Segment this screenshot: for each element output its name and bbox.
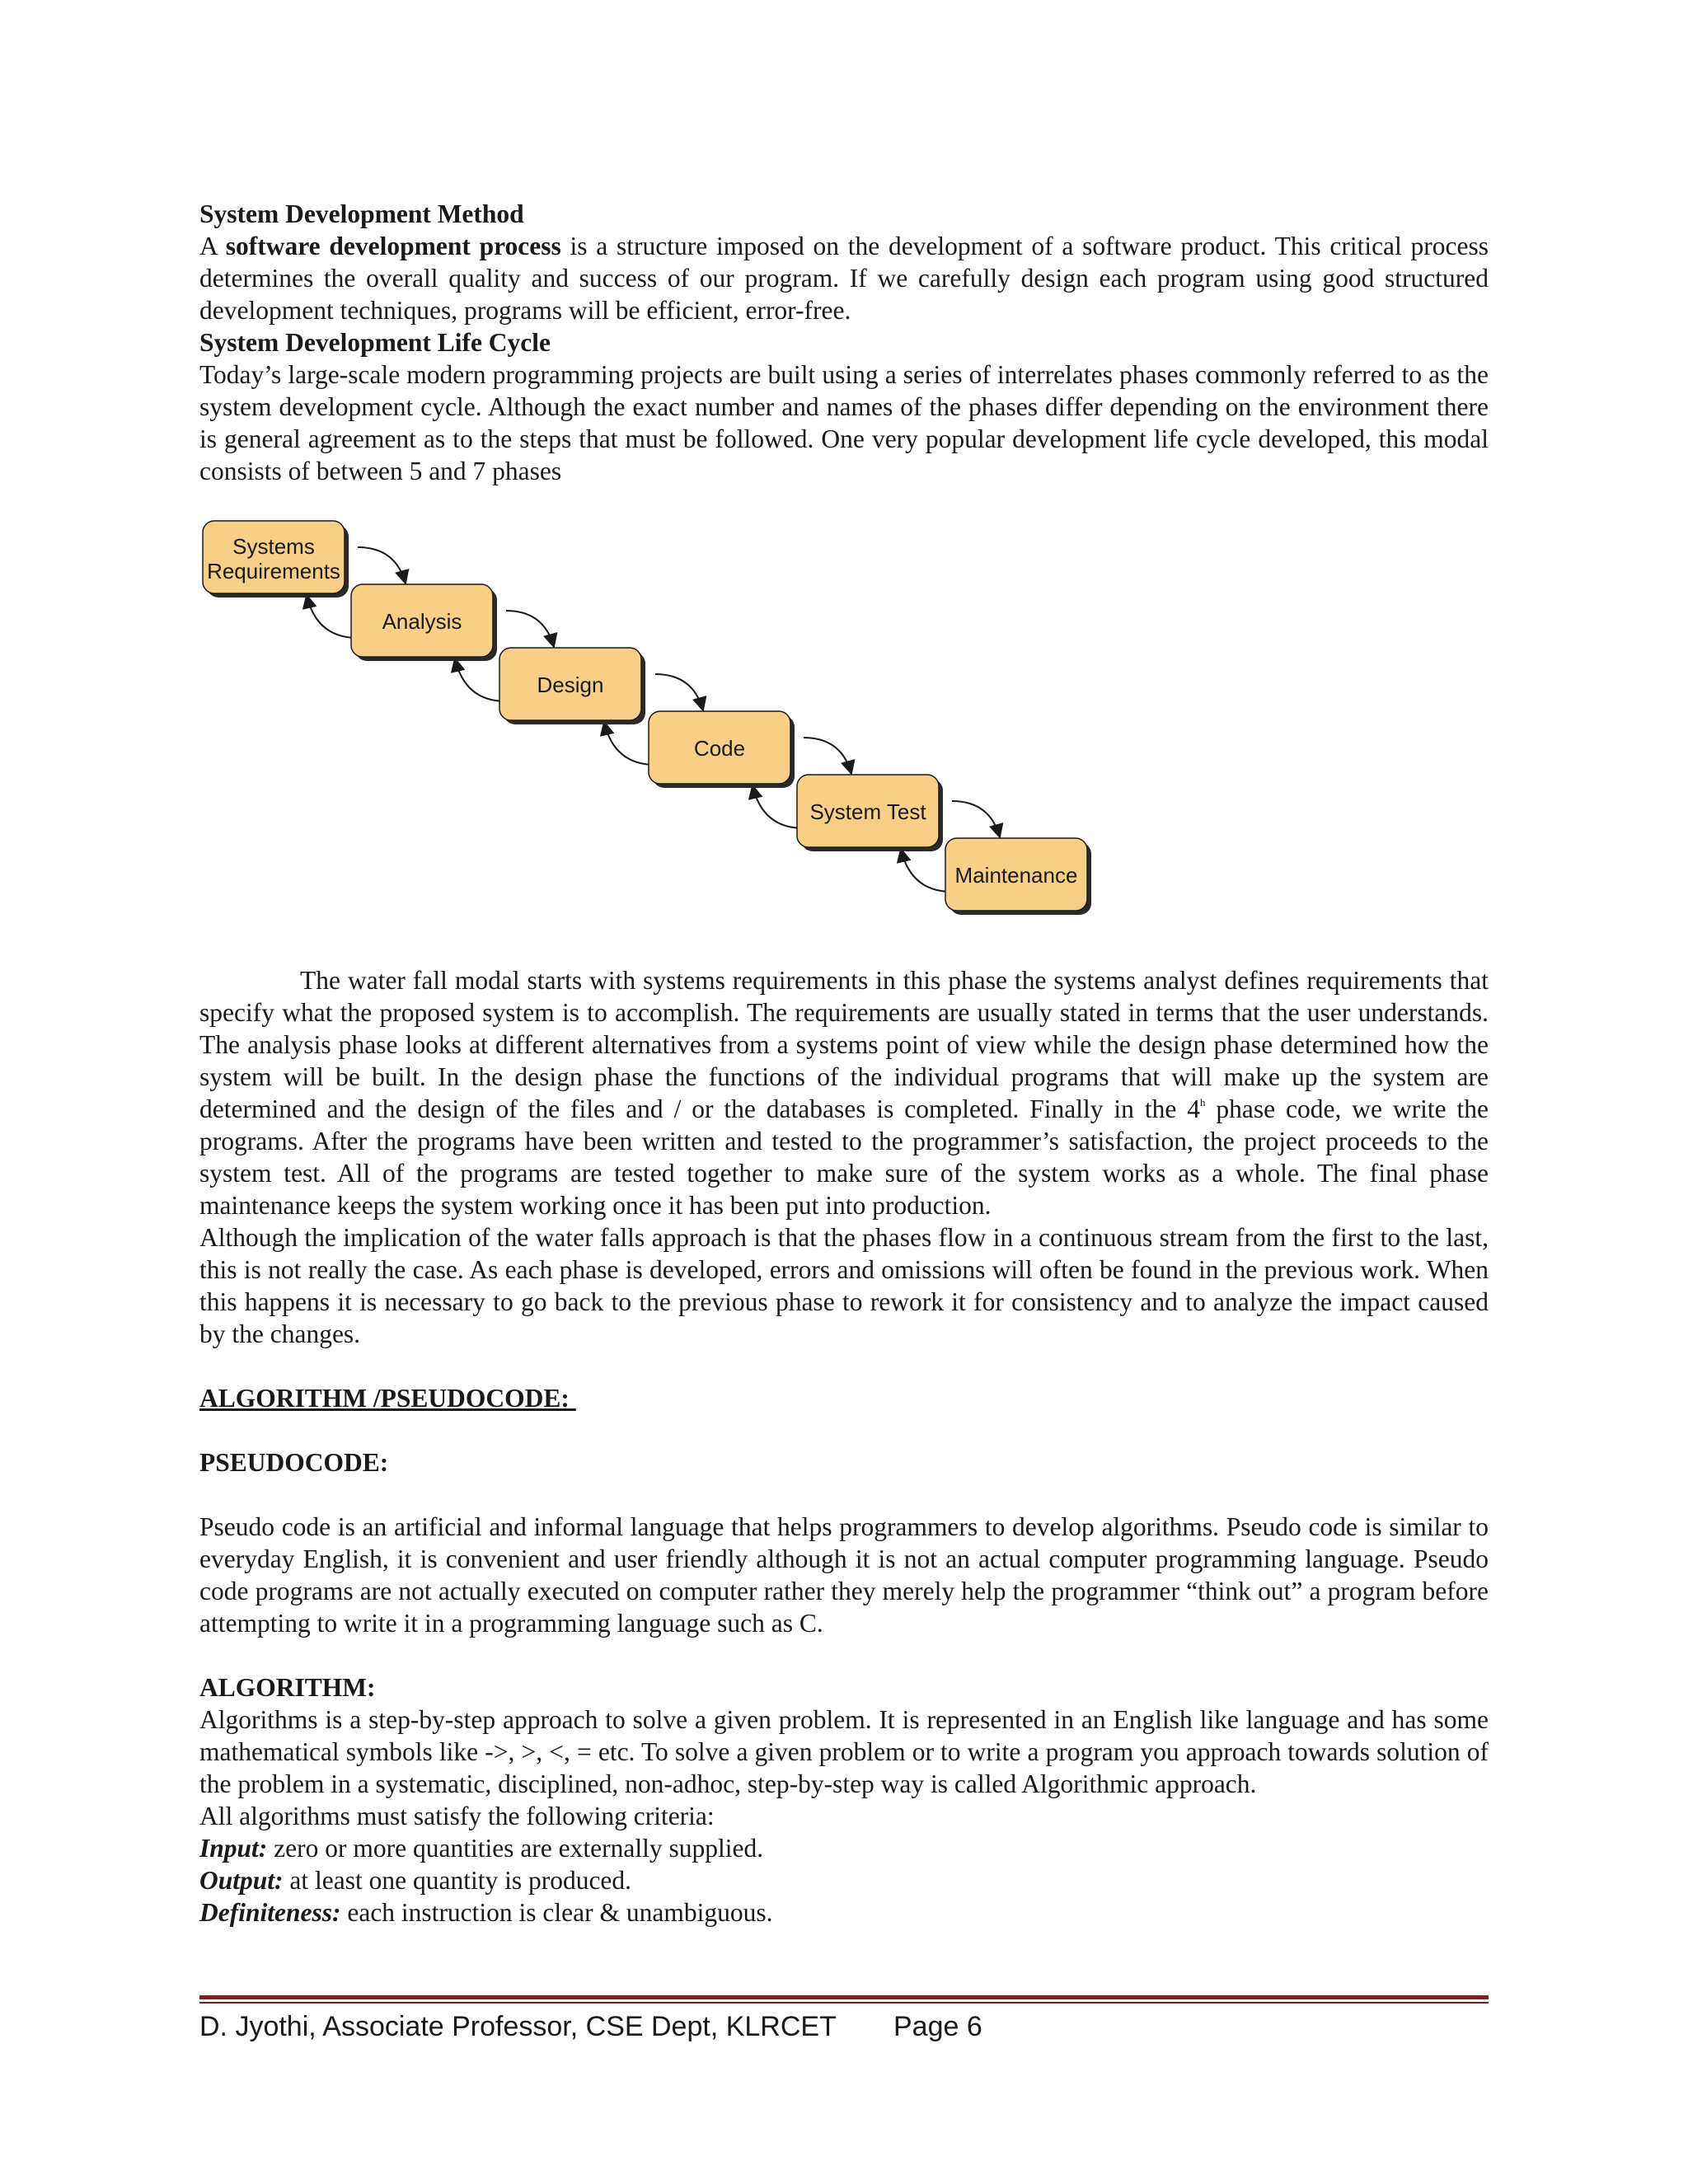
- page-content: [199, 198, 1489, 487]
- criteria-item-output: [199, 1864, 1489, 1896]
- criteria-text: each instruction is clear & unambiguous.: [340, 1898, 773, 1927]
- phase-label: Requirements: [207, 559, 340, 583]
- criteria-label: Output:: [199, 1866, 284, 1895]
- forward-arrow: [804, 738, 851, 774]
- paragraph-sdlc: Today’s large-scale modern programming projects are built using a series of interrelates phases commonly referred to as the system development cycle. Although the exact number and names of the phases differ depending on the environment there is general agreement as to the steps that must be followed. One very popular development life cycle developed, this modal consists of between 5 and 7 phases: [199, 360, 1489, 485]
- paragraph-waterfall-phases: [199, 964, 1489, 1221]
- phase-design: [499, 648, 645, 724]
- phase-label: Code: [693, 736, 746, 761]
- phase-label: Design: [537, 673, 604, 697]
- paragraph-waterfall-implication: Although the implication of the water falls approach is that the phases flow in a continuous stream from the first to the last, this is not really the case. As each phase is developed, errors and omissions will often be found in the previous work. When this happens it is necessary to go back to the previous phase to rework it for consistency and to analyze the impact caused by the changes.: [199, 1223, 1489, 1348]
- bold-term: software development process: [225, 232, 561, 260]
- paragraph-software-process: [199, 230, 1489, 326]
- criteria-text: at least one quantity is produced.: [283, 1866, 632, 1895]
- footer-rule: [199, 1995, 1489, 1999]
- phase-label: Systems: [232, 534, 315, 559]
- text-run: The water fall modal starts with systems requirements in this phase the systems analyst defines requirements that specify what the proposed system is to accomplish. The requirements are usually stated in terms that the user understands. The analysis phase looks at different alternatives from a systems point of view while the design phase determined how the system will be built. In the design phase the functions of the individual programs that will make up the system are determined and the design of the files and / or the databases is completed. Finally in the 4: [199, 966, 1489, 1123]
- forward-arrow: [358, 547, 406, 583]
- page-footer: [199, 2011, 982, 2043]
- text-run: phase code, we write the programs. After the programs have been written and tested to the programmer’s satisfaction, the project proceeds to the system test. All of the programs are tested together to make sure of the system works as a whole. The final phase maintenance keeps the system working once it has been put into production.: [199, 1094, 1489, 1220]
- text-run: A: [199, 232, 226, 260]
- backward-arrow: [753, 785, 804, 828]
- paragraph-algorithm: Algorithms is a step-by-step approach to solve a given problem. It is represented in an English like language and has some mathematical symbols like ->, >, <, = etc. To solve a given problem or to write a program you approach towards solution of the problem in a systematic, disciplined, non-adhoc, step-by-step way is called Algorithmic approach.: [199, 1705, 1489, 1798]
- backward-arrow: [604, 722, 655, 765]
- phase-label: Analysis: [382, 609, 462, 634]
- text-run: is a structure imposed on the development of a software product. This critical process determines the overall quality and success of our program. If we carefully design each program using good structured development techniques, programs will be efficient, error-free.: [199, 232, 1489, 325]
- heading-pseudocode: PSEUDOCODE:: [199, 1448, 389, 1477]
- page-number: Page 6: [893, 2011, 982, 2042]
- criteria-intro: All algorithms must satisfy the following criteria:: [199, 1802, 715, 1830]
- backward-arrow: [455, 658, 506, 701]
- heading-algorithm-pseudocode: ALGORITHM /PSEUDOCODE:: [199, 1384, 576, 1413]
- phase-label: Maintenance: [954, 863, 1078, 888]
- heading-system-development-method: System Development Method: [199, 199, 524, 228]
- superscript: h: [1199, 1096, 1206, 1108]
- forward-arrow: [506, 611, 554, 647]
- footer-rule-thin: [199, 2002, 1489, 2004]
- paragraph-pseudocode: Pseudo code is an artificial and informal language that helps programmers to develop algorithms. Pseudo code is similar to everyday English, it is convenient and user friendly although it is not an actual computer programming language. Pseudo code programs are not actually executed on computer rather they merely help the programmer “think out” a program before attempting to write it in a programming language such as C.: [199, 1512, 1489, 1638]
- forward-arrow: [655, 674, 703, 710]
- phase-code: [649, 711, 795, 788]
- heading-sdlc: System Development Life Cycle: [199, 328, 551, 357]
- waterfall-diagram: [201, 519, 1116, 931]
- phase-system-test: [797, 775, 943, 851]
- page-content-lower: [199, 964, 1489, 1929]
- heading-algorithm: ALGORITHM:: [199, 1673, 376, 1702]
- backward-arrow: [307, 595, 358, 638]
- criteria-item-input: [199, 1832, 1489, 1864]
- phase-label: System Test: [809, 799, 926, 824]
- phase-maintenance: [945, 838, 1091, 915]
- backward-arrow: [901, 849, 952, 892]
- criteria-label: Input:: [199, 1834, 268, 1863]
- footer-author: D. Jyothi, Associate Professor, CSE Dept, KLRCET: [199, 2011, 837, 2042]
- phase-systems-requirements: [203, 521, 349, 598]
- criteria-text: zero or more quantities are externally supplied.: [267, 1834, 764, 1863]
- phase-analysis: [351, 584, 497, 661]
- forward-arrow: [952, 801, 1000, 837]
- criteria-item-definiteness: [199, 1896, 1489, 1929]
- criteria-label: Definiteness:: [199, 1898, 341, 1927]
